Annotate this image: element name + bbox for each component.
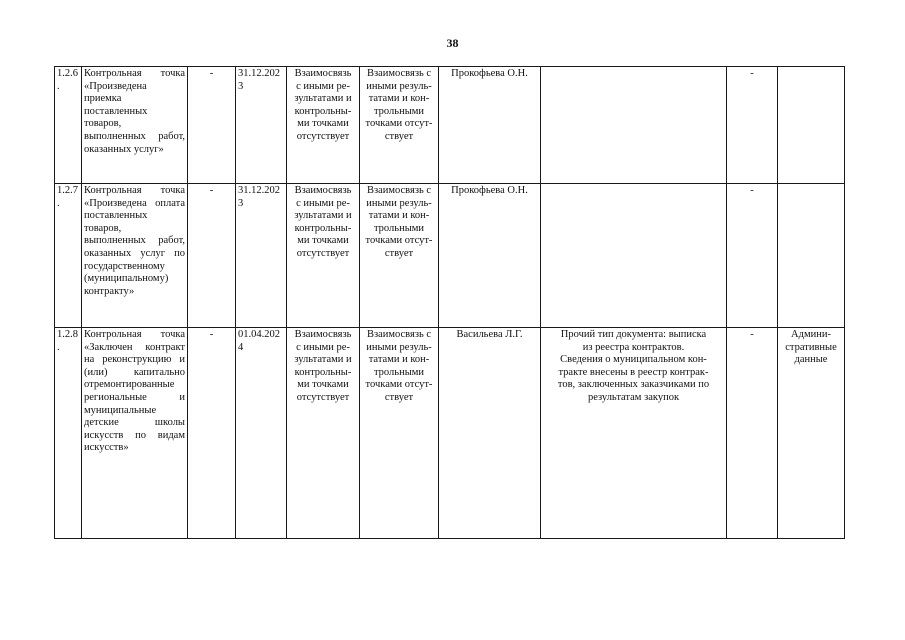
deadline-date: 01.04.2024 [236,328,287,539]
base-value-cell: - [188,67,236,184]
control-point-name: Контрольная точка «Произведена оплата поставленных товаров, выполненных работ, оказанных услуг по государственному (муниципальному) контракту» [82,184,188,328]
deadline-date: 31.12.2023 [236,184,287,328]
data-source-cell [778,67,845,184]
page-number: 38 [446,36,459,50]
row-number: 1.2.6. [55,67,82,184]
control-point-name: Контрольная точка «Произведена приемка поставленных товаров, выполненных работ, оказанных услуг» [82,67,188,184]
data-source-cell [778,184,845,328]
responsible-person: Прокофьева О.Н. [439,67,541,184]
link-previous-cell: Взаимосвязь с иными ре- зультатами и контрольны- ми точками отсутствует [287,184,360,328]
link-next-cell: Взаимосвязь с иными резуль- татами и кон- трольными точками отсут- ствует [360,328,439,539]
row-number: 1.2.8. [55,328,82,539]
document-type-cell: Прочий тип документа: выписка из реестра контрактов. Сведения о муниципальном кон- тракте внесены в реестр контрак- тов, заключенных заказчиками по результатам закупок [541,328,727,539]
control-point-name: Контрольная точка «Заключен контракт на реконструкцию и (или) капитально отремонтированные региональные и муниципальные детские школы искусств по видам искусств» [82,328,188,539]
document-type-cell [541,184,727,328]
row-number: 1.2.7. [55,184,82,328]
link-previous-cell: Взаимосвязь с иными ре- зультатами и контрольны- ми точками отсутствует [287,67,360,184]
base-value-cell: - [188,328,236,539]
link-next-cell: Взаимосвязь с иными резуль- татами и кон- трольными точками отсут- ствует [360,67,439,184]
control-points-table [54,66,845,539]
info-system-cell: - [727,184,778,328]
responsible-person: Прокофьева О.Н. [439,184,541,328]
data-source-cell: Админи- стративные данные [778,328,845,539]
base-value-cell: - [188,184,236,328]
table-row [55,328,845,539]
info-system-cell: - [727,328,778,539]
document-type-cell [541,67,727,184]
info-system-cell: - [727,67,778,184]
deadline-date: 31.12.2023 [236,67,287,184]
table-row [55,67,845,184]
table-row [55,184,845,328]
link-previous-cell: Взаимосвязь с иными ре- зультатами и контрольны- ми точками отсутствует [287,328,360,539]
responsible-person: Васильева Л.Г. [439,328,541,539]
link-next-cell: Взаимосвязь с иными резуль- татами и кон- трольными точками отсут- ствует [360,184,439,328]
